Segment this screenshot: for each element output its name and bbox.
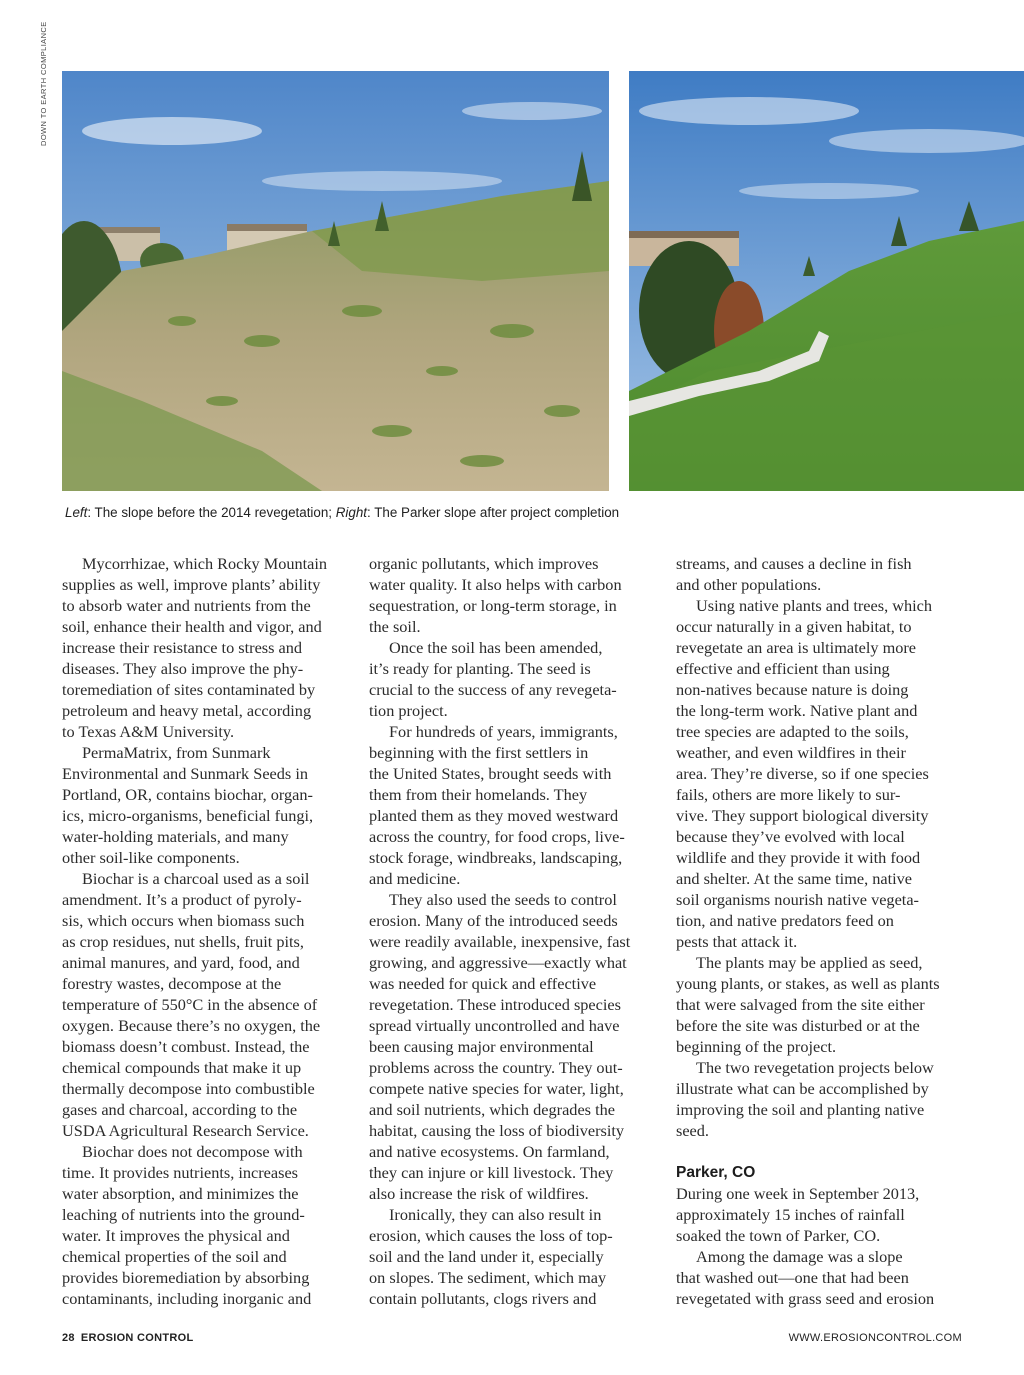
photo-slope-after: [629, 71, 1024, 491]
caption-right-text: : The Parker slope after project completion: [367, 505, 620, 520]
article-column-2: [369, 553, 659, 1309]
article-column-1: [62, 553, 352, 1309]
paragraph: Ironically, they can also result in erosion, which causes the loss of top- soil and the land under it, especially on slopes. The sediment, which may contain pollutants, clogs rivers and: [369, 1205, 613, 1308]
page-number: 28: [62, 1332, 75, 1344]
paragraph: organic pollutants, which improves water quality. It also helps with carbon sequestration, or long-term storage, in the soil.: [369, 554, 622, 636]
section-heading: Parker, CO: [676, 1164, 756, 1181]
caption-left-label: Left: [65, 505, 88, 520]
paragraph: During one week in September 2013, approximately 15 inches of rainfall soaked the town of Parker, CO.: [676, 1184, 920, 1245]
footer-left: [62, 1332, 194, 1344]
caption-right-label: Right: [335, 505, 368, 520]
paragraph: Mycorrhizae, which Rocky Mountain supplies as well, improve plants’ ability to absorb water and nutrients from the soil, enhance their health and vigor, and increase their resistance to stress and diseases. They also improve the phy- toremediation of sites contaminated by petroleum and heavy metal, according to Texas A&M University.: [62, 554, 328, 741]
side-credit: DOWN TO EARTH COMPLIANCE: [39, 21, 48, 146]
paragraph: For hundreds of years, immigrants, beginning with the first settlers in the United States, brought seeds with them from their homelands. They planted them as they moved westward across the country, for food crops, live- stock forage, windbreaks, landscaping, and medicine.: [369, 722, 625, 888]
photo-slope-before: [62, 71, 609, 491]
caption-left-text: : The slope before the 2014 revegetation;: [87, 505, 336, 520]
paragraph: Among the damage was a slope that washed out—one that had been revegetated with grass seed and erosion: [676, 1247, 935, 1308]
photo-caption: [65, 505, 1005, 520]
paragraph: Biochar does not decompose with time. It provides nutrients, increases water absorption, and minimizes the leaching of nutrients into the ground- water. It improves the physical and chemical properties of the soil and provides bioremediation by absorbing contaminants, including inorganic and: [62, 1142, 312, 1308]
paragraph: PermaMatrix, from Sunmark Environmental and Sunmark Seeds in Portland, OR, contains biochar, organ- ics, micro-organisms, beneficial fungi, water-holding materials, and many other soil-like components.: [62, 743, 314, 867]
photo-slope-after-image: [629, 71, 1024, 491]
paragraph: The plants may be applied as seed, young plants, or stakes, as well as plants that were salvaged from the site either before the site was disturbed or at the beginning of the project.: [676, 953, 940, 1056]
paragraph: They also used the seeds to control erosion. Many of the introduced seeds were readily available, inexpensive, fast growing, and aggressive—exactly what was needed for quick and effective revegetation. These introduced species spread virtually uncontrolled and have been causing major environmental problems across the country. They out- compete native species for water, light, and soil nutrients, which degrades the habitat, causing the loss of biodiversity and native ecosystems. On farmland, they can injure or kill livestock. They also increase the risk of wildfires.: [369, 890, 631, 1203]
footer-url: WWW.EROSIONCONTROL.COM: [788, 1332, 962, 1344]
paragraph: The two revegetation projects below illustrate what can be accomplished by improving the soil and planting native seed.: [676, 1058, 934, 1140]
paragraph: Biochar is a charcoal used as a soil amendment. It’s a product of pyroly- sis, which occurs when biomass such as crop residues, nut shells, fruit pits, animal manures, and yard, food, and forestry wastes, decompose at the temperature of 550°C in the absence of oxygen. Because there’s no oxygen, the biomass doesn’t combust. Instead, the chemical compounds that make it up thermally decompose into combustible gases and charcoal, according to the USDA Agricultural Research Service.: [62, 869, 321, 1140]
magazine-name: EROSION CONTROL: [80, 1332, 194, 1344]
article-column-3: [676, 553, 966, 1309]
paragraph: Using native plants and trees, which occur naturally in a given habitat, to revegetate an area is ultimately more effective and efficient than using non-natives because nature is doing the long-term work. Native plant and tree species are adapted to the soils, weather, and even wildfires in their area. They’re diverse, so if one species fails, others are more likely to sur- vive. They support biological diversity because they’ve evolved with local wildlife and they provide it with food and shelter. At the same time, native soil organisms nourish native vegeta- tion, and native predators feed on pests that attack it.: [676, 596, 933, 951]
paragraph: Once the soil has been amended, it’s ready for planting. The seed is crucial to the success of any revegeta- tion project.: [369, 638, 617, 720]
photo-slope-before-image: [62, 71, 609, 491]
paragraph: streams, and causes a decline in fish and other populations.: [676, 554, 912, 594]
